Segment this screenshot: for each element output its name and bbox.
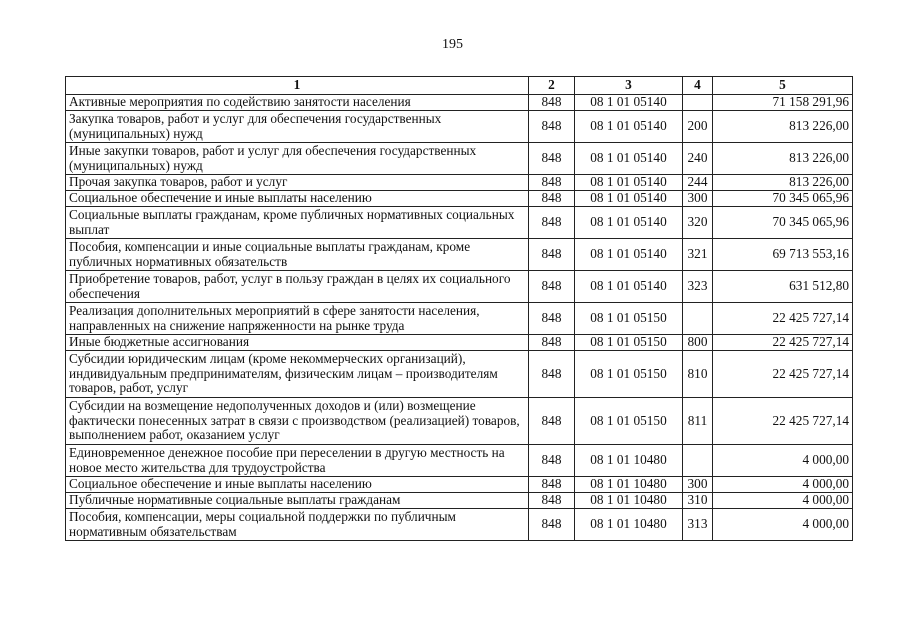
cell-article: 08 1 01 05140 (575, 271, 683, 303)
table-row (66, 191, 853, 207)
cell-type: 323 (683, 271, 713, 303)
cell-article: 08 1 01 10480 (575, 445, 683, 477)
cell-name: Единовременное денежное пособие при переселении в другую местность на новое место жительства для трудоустройства (66, 445, 529, 477)
cell-type (683, 303, 713, 335)
cell-amount: 22 425 727,14 (713, 335, 853, 351)
cell-type: 300 (683, 191, 713, 207)
cell-name: Субсидии юридическим лицам (кроме некоммерческих организаций), индивидуальным предпринимателям, физическим лицам – производителям товаров, работ, услуг (66, 351, 529, 398)
table-row (66, 351, 853, 398)
cell-amount: 70 345 065,96 (713, 191, 853, 207)
cell-code: 848 (529, 445, 575, 477)
cell-article: 08 1 01 10480 (575, 477, 683, 493)
header-col-3: 3 (575, 77, 683, 95)
cell-type: 244 (683, 175, 713, 191)
header-col-2: 2 (529, 77, 575, 95)
cell-name: Публичные нормативные социальные выплаты гражданам (66, 493, 529, 509)
cell-code: 848 (529, 111, 575, 143)
cell-amount: 70 345 065,96 (713, 207, 853, 239)
cell-article: 08 1 01 05150 (575, 351, 683, 398)
cell-type: 300 (683, 477, 713, 493)
cell-article: 08 1 01 05150 (575, 398, 683, 445)
cell-amount: 22 425 727,14 (713, 351, 853, 398)
table-row (66, 271, 853, 303)
table-row (66, 445, 853, 477)
cell-amount: 4 000,00 (713, 493, 853, 509)
cell-article: 08 1 01 10480 (575, 509, 683, 541)
table-header (66, 77, 853, 95)
cell-article: 08 1 01 05150 (575, 335, 683, 351)
cell-amount: 4 000,00 (713, 445, 853, 477)
table-row (66, 143, 853, 175)
cell-amount: 22 425 727,14 (713, 398, 853, 445)
cell-code: 848 (529, 271, 575, 303)
header-col-5: 5 (713, 77, 853, 95)
table-row (66, 239, 853, 271)
cell-amount: 813 226,00 (713, 143, 853, 175)
cell-amount: 71 158 291,96 (713, 95, 853, 111)
page-number: 195 (442, 37, 463, 52)
cell-type: 321 (683, 239, 713, 271)
cell-article: 08 1 01 05140 (575, 143, 683, 175)
cell-article: 08 1 01 10480 (575, 493, 683, 509)
header-col-1: 1 (66, 77, 529, 95)
cell-article: 08 1 01 05140 (575, 111, 683, 143)
table-row (66, 493, 853, 509)
cell-code: 848 (529, 303, 575, 335)
cell-code: 848 (529, 191, 575, 207)
cell-article: 08 1 01 05140 (575, 207, 683, 239)
table-row (66, 175, 853, 191)
cell-type (683, 445, 713, 477)
budget-table (65, 76, 853, 541)
cell-code: 848 (529, 351, 575, 398)
cell-type (683, 95, 713, 111)
cell-code: 848 (529, 239, 575, 271)
cell-article: 08 1 01 05150 (575, 303, 683, 335)
cell-name: Приобретение товаров, работ, услуг в пользу граждан в целях их социального обеспечения (66, 271, 529, 303)
cell-article: 08 1 01 05140 (575, 95, 683, 111)
table-row (66, 477, 853, 493)
cell-code: 848 (529, 493, 575, 509)
cell-name: Социальное обеспечение и иные выплаты населению (66, 477, 529, 493)
table-row (66, 95, 853, 111)
cell-type: 313 (683, 509, 713, 541)
cell-code: 848 (529, 477, 575, 493)
cell-amount: 22 425 727,14 (713, 303, 853, 335)
cell-name: Пособия, компенсации, меры социальной поддержки по публичным нормативным обязательствам (66, 509, 529, 541)
cell-type: 240 (683, 143, 713, 175)
header-row (66, 77, 853, 95)
cell-code: 848 (529, 95, 575, 111)
cell-name: Закупка товаров, работ и услуг для обеспечения государственных (муниципальных) нужд (66, 111, 529, 143)
cell-amount: 631 512,80 (713, 271, 853, 303)
cell-type: 320 (683, 207, 713, 239)
cell-code: 848 (529, 398, 575, 445)
table-row (66, 303, 853, 335)
cell-article: 08 1 01 05140 (575, 191, 683, 207)
cell-name: Пособия, компенсации и иные социальные выплаты гражданам, кроме публичных нормативных обязательств (66, 239, 529, 271)
cell-type: 810 (683, 351, 713, 398)
cell-amount: 69 713 553,16 (713, 239, 853, 271)
table-row (66, 509, 853, 541)
cell-code: 848 (529, 143, 575, 175)
header-col-4: 4 (683, 77, 713, 95)
cell-name: Активные мероприятия по содействию занятости населения (66, 95, 529, 111)
cell-amount: 813 226,00 (713, 175, 853, 191)
cell-code: 848 (529, 175, 575, 191)
cell-article: 08 1 01 05140 (575, 175, 683, 191)
cell-name: Субсидии на возмещение недополученных доходов и (или) возмещение фактически понесенных затрат в связи с производством (реализацией) товаров, выполнением работ, оказанием услуг (66, 398, 529, 445)
cell-amount: 813 226,00 (713, 111, 853, 143)
cell-name: Реализация дополнительных мероприятий в сфере занятости населения, направленных на снижение напряженности на рынке труда (66, 303, 529, 335)
cell-code: 848 (529, 207, 575, 239)
cell-name: Прочая закупка товаров, работ и услуг (66, 175, 529, 191)
table-row (66, 398, 853, 445)
cell-article: 08 1 01 05140 (575, 239, 683, 271)
cell-amount: 4 000,00 (713, 477, 853, 493)
cell-type: 200 (683, 111, 713, 143)
cell-code: 848 (529, 335, 575, 351)
cell-name: Иные бюджетные ассигнования (66, 335, 529, 351)
table-body (66, 95, 853, 541)
cell-name: Социальное обеспечение и иные выплаты населению (66, 191, 529, 207)
table-row (66, 335, 853, 351)
cell-code: 848 (529, 509, 575, 541)
table-row (66, 207, 853, 239)
cell-type: 800 (683, 335, 713, 351)
cell-name: Иные закупки товаров, работ и услуг для обеспечения государственных (муниципальных) нужд (66, 143, 529, 175)
cell-amount: 4 000,00 (713, 509, 853, 541)
cell-type: 310 (683, 493, 713, 509)
table-row (66, 111, 853, 143)
cell-name: Социальные выплаты гражданам, кроме публичных нормативных социальных выплат (66, 207, 529, 239)
cell-type: 811 (683, 398, 713, 445)
